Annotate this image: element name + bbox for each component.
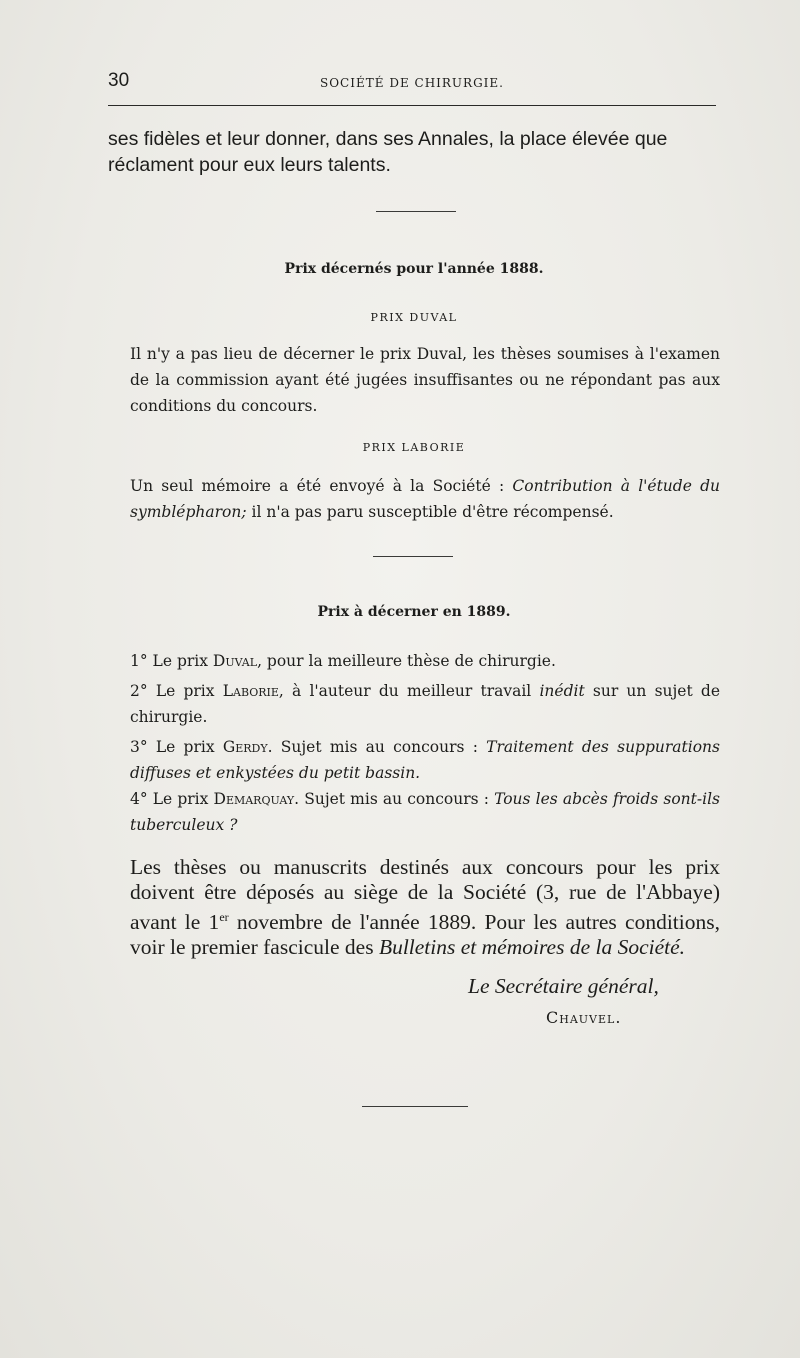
- closing-title: Bulletins et mémoires de la Société.: [378, 935, 686, 960]
- prix-duval-paragraph: Il n'y a pas lieu de décerner le prix Duval, les thèses soumises à l'examen de la commission ayant été jugées insuffisantes ou ne répondant pas aux conditions du concours.: [130, 345, 720, 415]
- signature-name: Chauvel.: [546, 1008, 622, 1027]
- page-header: [108, 70, 716, 100]
- prize-item-1: [108, 648, 720, 674]
- closing-text-middle: novembre de l'année 1889. Pour les autres conditions, voir le premier fascicule des: [130, 910, 720, 960]
- laborie-text-start: Un seul mémoire a été envoyé à la Société :: [130, 477, 513, 495]
- section-divider-2: [373, 556, 453, 557]
- page-number: 30: [108, 70, 130, 91]
- closing-superscript: er: [219, 910, 229, 924]
- item-text: , à l'auteur du meilleur travail: [278, 682, 540, 700]
- prize-item-4: [108, 786, 720, 838]
- item-number: 2°: [130, 682, 148, 700]
- prize-name: Demarquay: [213, 790, 295, 808]
- end-rule: [362, 1106, 468, 1107]
- section-heading-1889: Prix à décerner en 1889.: [317, 604, 511, 620]
- intro-line-1: ses fidèles et leur donner, dans ses Annales, la place élevée que: [108, 128, 668, 150]
- closing-text-start: Les thèses ou manuscrits destinés aux concours pour les prix doivent être déposés au siège de la Société (3, rue de l'Abbaye) avant le 1: [130, 855, 720, 935]
- item-prefix: Le prix: [147, 738, 223, 756]
- item-text: , pour la meilleure thèse de chirurgie.: [257, 652, 556, 670]
- running-title: SOCIÉTÉ DE CHIRURGIE.: [320, 76, 504, 90]
- item-italic: inédit: [539, 682, 585, 700]
- item-italic: Tous les abcès froids sont-ils tuberculeux ?: [130, 790, 720, 834]
- item-prefix: Le prix: [147, 652, 213, 670]
- intro-paragraph: [108, 126, 720, 178]
- prix-laborie-paragraph: [108, 473, 720, 525]
- item-number: 1°: [130, 652, 148, 670]
- prix-laborie-heading: PRIX LABORIE: [362, 441, 466, 454]
- item-text: . Sujet mis au concours :: [267, 738, 487, 756]
- closing-paragraph: [108, 855, 720, 960]
- prize-name: Gerdy: [222, 738, 268, 756]
- prize-item-3: [108, 734, 720, 786]
- prize-item-2: [108, 678, 720, 730]
- laborie-title: Contribution à l'étude du symblépharon;: [130, 477, 720, 521]
- intro-line-2: réclament pour eux leurs talents.: [108, 154, 391, 176]
- signature-title-text: Le Secrétaire général,: [468, 974, 659, 998]
- item-number: 3°: [130, 738, 148, 756]
- prix-duval-heading: PRIX DUVAL: [370, 311, 458, 324]
- prize-name: Duval: [212, 652, 258, 670]
- prize-name: Laborie: [222, 682, 279, 700]
- item-italic: Traitement des suppurations diffuses et enkystées du petit bassin.: [130, 738, 720, 782]
- item-tail: sur un sujet de chirurgie.: [130, 682, 720, 726]
- section-heading-1888: Prix décernés pour l'année 1888.: [284, 261, 544, 277]
- section-divider: [376, 211, 456, 212]
- item-text: . Sujet mis au concours :: [294, 790, 495, 808]
- laborie-text-end: il n'a pas paru susceptible d'être récompensé.: [246, 503, 614, 521]
- signature-title: [468, 973, 659, 999]
- item-prefix: Le prix: [147, 682, 223, 700]
- item-number: 4°: [130, 790, 148, 808]
- item-prefix: Le prix: [147, 790, 214, 808]
- header-rule: [108, 105, 716, 106]
